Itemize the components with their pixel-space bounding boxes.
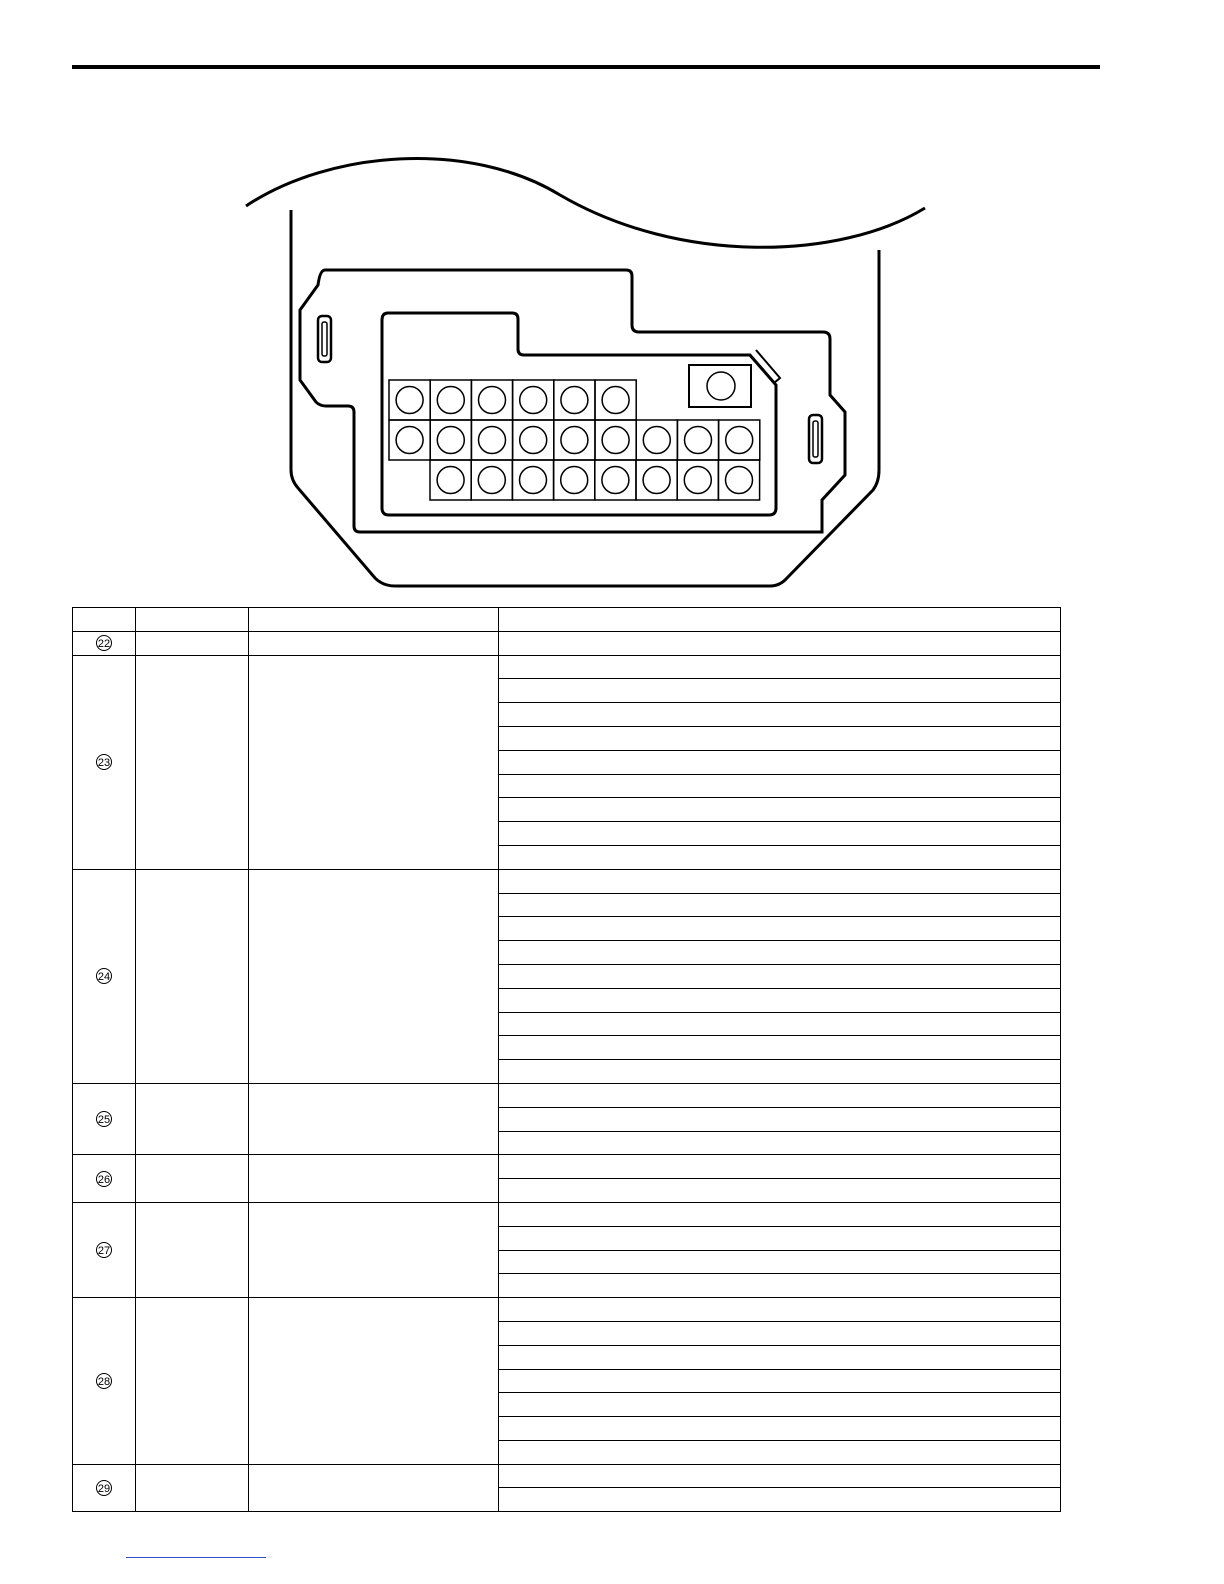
fuse-socket xyxy=(396,427,423,454)
circuit-cell xyxy=(499,845,1061,869)
rating-cell xyxy=(136,1298,249,1465)
rating-cell xyxy=(136,631,249,655)
fuse-number: 29 xyxy=(96,1480,112,1496)
name-cell xyxy=(249,655,499,869)
fuse-socket xyxy=(520,387,547,414)
circuit-cell xyxy=(499,655,1061,679)
circuit-cell xyxy=(499,964,1061,988)
fuse-number-cell xyxy=(73,631,136,655)
fuse-table xyxy=(72,607,1061,1512)
fuse-number: 26 xyxy=(96,1171,112,1187)
table-row xyxy=(73,1298,1061,1322)
name-cell xyxy=(249,869,499,1083)
fuse-socket xyxy=(520,427,547,454)
circuit-cell xyxy=(499,750,1061,774)
name-cell xyxy=(249,1083,499,1154)
circuit-cell xyxy=(499,1131,1061,1155)
fuse-number-cell xyxy=(73,1464,136,1512)
name-cell xyxy=(249,1202,499,1297)
fuse-socket xyxy=(479,387,506,414)
circuit-cell xyxy=(499,1393,1061,1417)
fuse-table-body xyxy=(73,608,1061,1512)
circuit-cell xyxy=(499,1488,1061,1512)
right-clip-inner xyxy=(813,421,818,457)
circuit-cell xyxy=(499,1226,1061,1250)
table-row xyxy=(73,1464,1061,1488)
left-clip-inner xyxy=(322,322,327,356)
fuse-socket xyxy=(437,387,464,414)
fuse-number-cell xyxy=(73,1202,136,1297)
circuit-cell xyxy=(499,798,1061,822)
fuse-socket xyxy=(437,427,464,454)
name-cell xyxy=(249,1298,499,1465)
fuse-socket xyxy=(602,467,629,494)
table-row xyxy=(73,1083,1061,1107)
table-row xyxy=(73,1202,1061,1226)
fuse-socket xyxy=(561,427,588,454)
fuse-socket xyxy=(684,467,711,494)
fuse-number-cell xyxy=(73,1298,136,1465)
circuit-cell xyxy=(499,726,1061,750)
name-cell xyxy=(249,631,499,655)
rating-cell xyxy=(136,1202,249,1297)
fuse-number: 23 xyxy=(96,754,112,770)
circuit-cell xyxy=(499,941,1061,965)
fuse-socket xyxy=(726,427,753,454)
name-cell xyxy=(249,1155,499,1203)
circuit-cell xyxy=(499,703,1061,727)
circuit-cell xyxy=(499,1440,1061,1464)
circuit-cell xyxy=(499,917,1061,941)
header-cell xyxy=(499,608,1061,632)
fuse-box-diagram xyxy=(0,0,1224,600)
circuit-cell xyxy=(499,1250,1061,1274)
table-header-row xyxy=(73,608,1061,632)
rating-cell xyxy=(136,1464,249,1512)
circuit-cell xyxy=(499,869,1061,893)
circuit-cell xyxy=(499,679,1061,703)
rating-cell xyxy=(136,655,249,869)
table-row xyxy=(73,869,1061,893)
fuse-socket xyxy=(520,467,547,494)
fuse-number: 25 xyxy=(96,1111,112,1127)
outer-housing xyxy=(291,210,879,586)
fuse-grid xyxy=(389,380,760,500)
fuse-number: 27 xyxy=(96,1242,112,1258)
fuse-socket xyxy=(602,387,629,414)
fuse-socket xyxy=(478,467,505,494)
fuse-number-cell xyxy=(73,1155,136,1203)
circuit-cell xyxy=(499,988,1061,1012)
rating-cell xyxy=(136,869,249,1083)
fuse-number-cell xyxy=(73,655,136,869)
name-cell xyxy=(249,1464,499,1512)
circuit-cell xyxy=(499,1274,1061,1298)
fuse-socket xyxy=(643,467,670,494)
fuse-socket xyxy=(602,427,629,454)
rating-cell xyxy=(136,1155,249,1203)
circuit-cell xyxy=(499,1202,1061,1226)
fuse-number: 24 xyxy=(96,968,112,984)
circuit-cell xyxy=(499,1083,1061,1107)
header-cell xyxy=(73,608,136,632)
right-clip xyxy=(809,415,822,463)
inner-panel xyxy=(382,313,776,515)
circuit-cell xyxy=(499,1298,1061,1322)
fuse-number: 28 xyxy=(96,1373,112,1389)
table-row xyxy=(73,631,1061,655)
circuit-cell xyxy=(499,1417,1061,1441)
circuit-cell xyxy=(499,631,1061,655)
fuse-socket xyxy=(437,467,464,494)
circuit-cell xyxy=(499,822,1061,846)
bottom-link-line[interactable] xyxy=(126,1557,266,1558)
inner-bevel xyxy=(750,350,780,383)
circuit-cell xyxy=(499,774,1061,798)
circuit-cell xyxy=(499,1155,1061,1179)
fuse-number-cell xyxy=(73,869,136,1083)
circuit-cell xyxy=(499,1012,1061,1036)
circuit-cell xyxy=(499,1369,1061,1393)
table-row xyxy=(73,1155,1061,1179)
table-row xyxy=(73,655,1061,679)
fuse-socket xyxy=(396,387,423,414)
header-cell xyxy=(136,608,249,632)
rating-cell xyxy=(136,1083,249,1154)
wave-line xyxy=(246,159,925,248)
left-clip xyxy=(318,316,331,362)
header-cell xyxy=(249,608,499,632)
circuit-cell xyxy=(499,1036,1061,1060)
circuit-cell xyxy=(499,1107,1061,1131)
circuit-cell xyxy=(499,1464,1061,1488)
fuse-number: 22 xyxy=(96,635,112,651)
fuse-socket xyxy=(685,427,712,454)
circuit-cell xyxy=(499,893,1061,917)
circuit-cell xyxy=(499,1345,1061,1369)
fuse-number-cell xyxy=(73,1083,136,1154)
fuse-socket xyxy=(561,387,588,414)
circuit-cell xyxy=(499,1321,1061,1345)
relay-socket xyxy=(707,372,735,400)
fuse-socket xyxy=(479,427,506,454)
fuse-socket xyxy=(726,467,753,494)
circuit-cell xyxy=(499,1179,1061,1203)
fuse-socket xyxy=(561,467,588,494)
circuit-cell xyxy=(499,1060,1061,1084)
fuse-socket xyxy=(643,427,670,454)
